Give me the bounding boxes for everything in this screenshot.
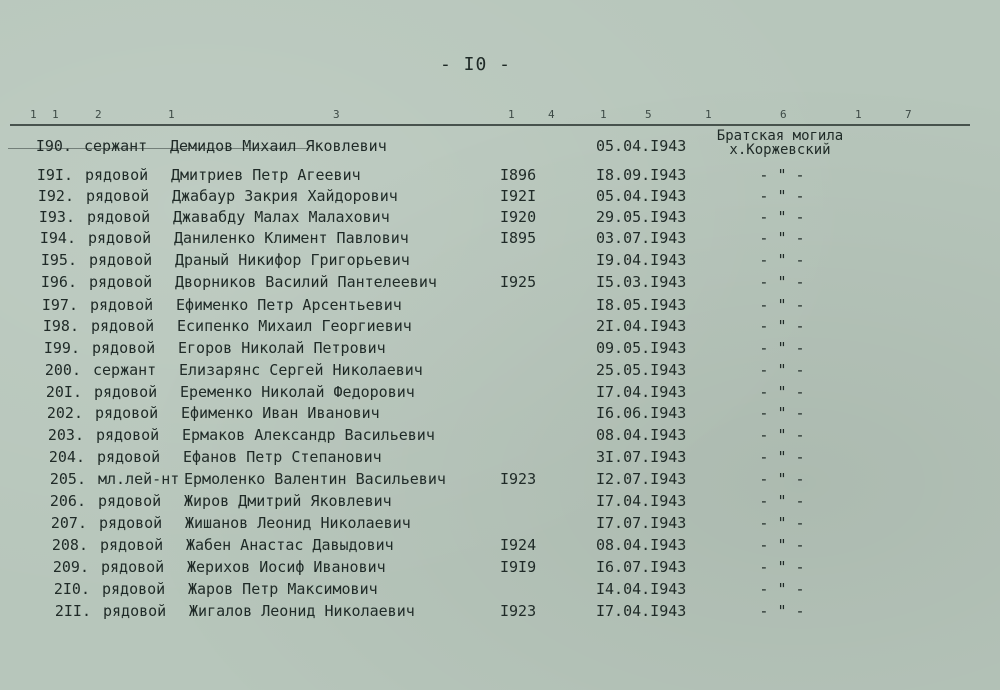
column-number: 4 xyxy=(548,108,555,121)
death-date: 05.04.I943 xyxy=(596,137,687,155)
death-date: I7.04.I943 xyxy=(596,602,687,620)
rank: рядовой xyxy=(86,187,150,205)
burial-place: - " - xyxy=(759,404,805,422)
row-number: 2I0. xyxy=(53,580,90,598)
full-name: Дмитриев Петр Агеевич xyxy=(171,166,361,184)
full-name: Даниленко Климент Павлович xyxy=(174,229,409,247)
row-number: 20I. xyxy=(45,383,82,401)
table-row xyxy=(0,492,1000,514)
table-row xyxy=(0,426,1000,448)
rank: рядовой xyxy=(94,383,158,401)
burial-place: Братская могила х.Коржевский xyxy=(716,128,844,158)
birth-year: I920 xyxy=(500,208,537,226)
full-name: Жиров Дмитрий Яковлевич xyxy=(184,492,392,510)
column-number: 1 xyxy=(52,108,59,121)
full-name: Ефанов Петр Степанович xyxy=(183,448,382,466)
death-date: I9.04.I943 xyxy=(596,251,687,269)
burial-place: - " - xyxy=(759,296,805,314)
full-name: Джавабду Малах Малахович xyxy=(173,208,390,226)
death-date: 05.04.I943 xyxy=(596,187,687,205)
table-row xyxy=(0,128,1000,159)
death-date: 08.04.I943 xyxy=(596,426,687,444)
rank: рядовой xyxy=(88,229,152,247)
death-date: 2I.04.I943 xyxy=(596,317,687,335)
burial-place: - " - xyxy=(759,383,805,401)
column-number: 1 xyxy=(168,108,175,121)
column-number: 1 xyxy=(705,108,712,121)
table-row xyxy=(0,404,1000,426)
burial-place: - " - xyxy=(759,492,805,510)
table-row xyxy=(0,317,1000,339)
table-row xyxy=(0,580,1000,602)
table-row xyxy=(0,296,1000,318)
row-number: I96. xyxy=(40,273,77,291)
death-date: I8.09.I943 xyxy=(596,166,687,184)
column-number: 1 xyxy=(508,108,515,121)
full-name: Жабен Анастас Давыдович xyxy=(186,536,394,554)
column-number: 5 xyxy=(645,108,652,121)
burial-place: - " - xyxy=(759,470,805,488)
full-name: Жигалов Леонид Николаевич xyxy=(189,602,415,620)
full-name: Егоров Николай Петрович xyxy=(178,339,386,357)
birth-year: I923 xyxy=(500,470,537,488)
burial-place: - " - xyxy=(759,166,805,184)
rank: сержант xyxy=(84,137,148,155)
birth-year: I9I9 xyxy=(500,558,537,576)
row-number: I95. xyxy=(40,251,77,269)
table-row xyxy=(0,602,1000,624)
row-number: 2II. xyxy=(54,602,91,620)
table-row xyxy=(0,361,1000,383)
birth-year: I92I xyxy=(500,187,537,205)
death-date: I7.04.I943 xyxy=(596,492,687,510)
row-number: 205. xyxy=(49,470,86,488)
death-date: 08.04.I943 xyxy=(596,536,687,554)
row-number: 202. xyxy=(46,404,83,422)
row-number: I90. xyxy=(35,137,72,155)
full-name: Жерихов Иосиф Иванович xyxy=(187,558,386,576)
burial-place: - " - xyxy=(759,558,805,576)
death-date: I2.07.I943 xyxy=(596,470,687,488)
rank: рядовой xyxy=(92,339,156,357)
burial-place: - " - xyxy=(759,536,805,554)
column-number: 3 xyxy=(333,108,340,121)
row-number: 206. xyxy=(49,492,86,510)
table-row xyxy=(0,470,1000,492)
rank: рядовой xyxy=(101,558,165,576)
birth-year: I925 xyxy=(500,273,537,291)
burial-place: - " - xyxy=(759,208,805,226)
row-number: I97. xyxy=(41,296,78,314)
birth-year: I923 xyxy=(500,602,537,620)
rank: рядовой xyxy=(102,580,166,598)
table-row xyxy=(0,514,1000,536)
full-name: Елизарянс Сергей Николаевич xyxy=(179,361,423,379)
death-date: 25.05.I943 xyxy=(596,361,687,379)
burial-place: - " - xyxy=(759,317,805,335)
burial-place: - " - xyxy=(759,602,805,620)
rank: рядовой xyxy=(87,208,151,226)
rank: рядовой xyxy=(95,404,159,422)
row-number: 200. xyxy=(44,361,81,379)
column-number: 1 xyxy=(30,108,37,121)
table-row xyxy=(0,536,1000,558)
burial-place: - " - xyxy=(759,339,805,357)
table-row xyxy=(0,229,1000,251)
table-row xyxy=(0,558,1000,580)
full-name: Еременко Николай Федорович xyxy=(180,383,415,401)
death-date: I6.07.I943 xyxy=(596,558,687,576)
column-number: 1 xyxy=(855,108,862,121)
rank: рядовой xyxy=(103,602,167,620)
burial-place: - " - xyxy=(759,273,805,291)
burial-place: - " - xyxy=(759,361,805,379)
full-name: Есипенко Михаил Георгиевич xyxy=(177,317,412,335)
burial-place: - " - xyxy=(759,187,805,205)
full-name: Жаров Петр Максимович xyxy=(188,580,378,598)
rank: рядовой xyxy=(85,166,149,184)
row-number: I98. xyxy=(42,317,79,335)
full-name: Ефименко Петр Арсентьевич xyxy=(176,296,402,314)
birth-year: I896 xyxy=(500,166,537,184)
column-number: 1 xyxy=(600,108,607,121)
full-name: Демидов Михаил Яковлевич xyxy=(170,137,387,155)
row-number: 207. xyxy=(50,514,87,532)
header-rule xyxy=(10,124,970,126)
death-date: 09.05.I943 xyxy=(596,339,687,357)
table-row xyxy=(0,273,1000,295)
column-number: 7 xyxy=(905,108,912,121)
rank: рядовой xyxy=(99,514,163,532)
burial-place: - " - xyxy=(759,251,805,269)
row-number: I93. xyxy=(38,208,75,226)
rank: рядовой xyxy=(90,296,154,314)
row-number: I94. xyxy=(39,229,76,247)
column-number: 2 xyxy=(95,108,102,121)
table-row xyxy=(0,448,1000,470)
table-row xyxy=(0,383,1000,405)
burial-place: - " - xyxy=(759,514,805,532)
death-date: I7.04.I943 xyxy=(596,383,687,401)
full-name: Ермоленко Валентин Васильевич xyxy=(184,470,446,488)
row-number: 209. xyxy=(52,558,89,576)
death-date: I4.04.I943 xyxy=(596,580,687,598)
rank: рядовой xyxy=(89,251,153,269)
full-name: Ермаков Александр Васильевич xyxy=(182,426,435,444)
rank: рядовой xyxy=(98,492,162,510)
death-date: I5.03.I943 xyxy=(596,273,687,291)
death-date: 03.07.I943 xyxy=(596,229,687,247)
death-date: I8.05.I943 xyxy=(596,296,687,314)
burial-place: - " - xyxy=(759,229,805,247)
burial-place: - " - xyxy=(759,580,805,598)
death-date: I7.07.I943 xyxy=(596,514,687,532)
death-date: 29.05.I943 xyxy=(596,208,687,226)
page-number: - I0 - xyxy=(440,54,512,75)
rank: мл.лей-нт xyxy=(98,470,180,488)
table-row xyxy=(0,339,1000,361)
rank: рядовой xyxy=(100,536,164,554)
rank: рядовой xyxy=(97,448,161,466)
full-name: Драный Никифор Григорьевич xyxy=(175,251,410,269)
birth-year: I924 xyxy=(500,536,537,554)
row-number: 204. xyxy=(48,448,85,466)
full-name: Ефименко Иван Иванович xyxy=(181,404,380,422)
row-number: I92. xyxy=(37,187,74,205)
birth-year: I895 xyxy=(500,229,537,247)
column-number: 6 xyxy=(780,108,787,121)
row-number: I99. xyxy=(43,339,80,357)
burial-place: - " - xyxy=(759,448,805,466)
table-row xyxy=(0,251,1000,273)
table-row xyxy=(0,208,1000,230)
death-date: 3I.07.I943 xyxy=(596,448,687,466)
table-row xyxy=(0,187,1000,209)
death-date: I6.06.I943 xyxy=(596,404,687,422)
full-name: Жишанов Леонид Николаевич xyxy=(185,514,411,532)
rank: рядовой xyxy=(89,273,153,291)
burial-place: - " - xyxy=(759,426,805,444)
full-name: Дворников Василий Пантелеевич xyxy=(175,273,437,291)
row-number: I9I. xyxy=(36,166,73,184)
table-row xyxy=(0,166,1000,188)
row-number: 208. xyxy=(51,536,88,554)
full-name: Джабаур Закрия Хайдорович xyxy=(172,187,398,205)
rank: рядовой xyxy=(91,317,155,335)
row-number: 203. xyxy=(47,426,84,444)
rank: сержант xyxy=(93,361,157,379)
rank: рядовой xyxy=(96,426,160,444)
